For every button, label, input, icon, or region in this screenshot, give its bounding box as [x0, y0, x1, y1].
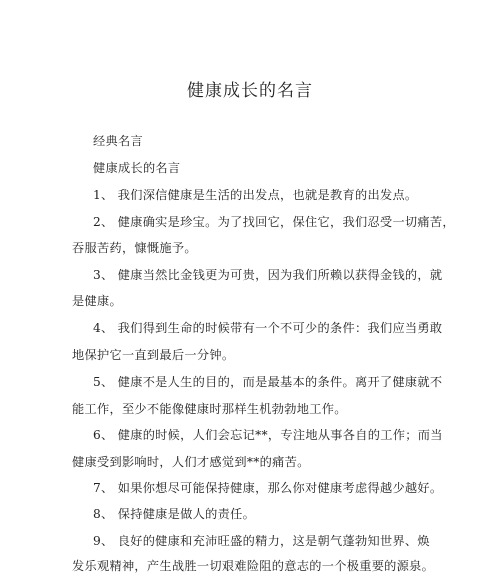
quote-5: 5、 健康不是人生的目的，而是最基本的条件。离开了健康就不: [93, 375, 443, 389]
subsection-heading: 健康成长的名言: [93, 161, 181, 175]
quote-3-cont: 是健康。: [72, 294, 122, 308]
quote-1: 1、 我们深信健康是生活的出发点，也就是教育的出发点。: [93, 188, 418, 202]
quote-5-cont: 能工作，至少不能像健康时那样生机勃勃地工作。: [72, 402, 347, 416]
quote-3: 3、 健康当然比金钱更为可贵，因为我们所赖以获得金钱的，就: [93, 268, 443, 282]
quote-7: 7、 如果你想尽可能保持健康，那么你对健康考虑得越少越好。: [93, 481, 443, 495]
quote-9: 9、 良好的健康和充沛旺盛的精力，这是朝气蓬勃知世界、焕: [93, 534, 430, 548]
quote-4-cont: 地保护它一直到最后一分钟。: [72, 348, 235, 362]
section-heading: 经典名言: [93, 134, 143, 148]
quote-8: 8、 保持健康是做人的责任。: [93, 507, 256, 521]
page-title: 健康成长的名言: [187, 81, 313, 101]
quote-2-cont: 吞服苦药，慷慨施予。: [72, 241, 197, 255]
quote-6: 6、 健康的时候，人们会忘记**，专注地从事各自的工作；而当: [93, 428, 443, 442]
quote-2: 2、 健康确实是珍宝。为了找回它，保住它，我们忍受一切痛苦，: [93, 215, 455, 229]
quote-6-cont: 健康受到影响时，人们才感觉到**的痛苦。: [72, 455, 310, 469]
quote-9-cont: 发乐观精神，产生战胜一切艰难险阻的意志的一个极重要的源泉。: [72, 559, 435, 573]
quote-4: 4、 我们得到生命的时候带有一个不可少的条件：我们应当勇敢: [93, 321, 443, 335]
